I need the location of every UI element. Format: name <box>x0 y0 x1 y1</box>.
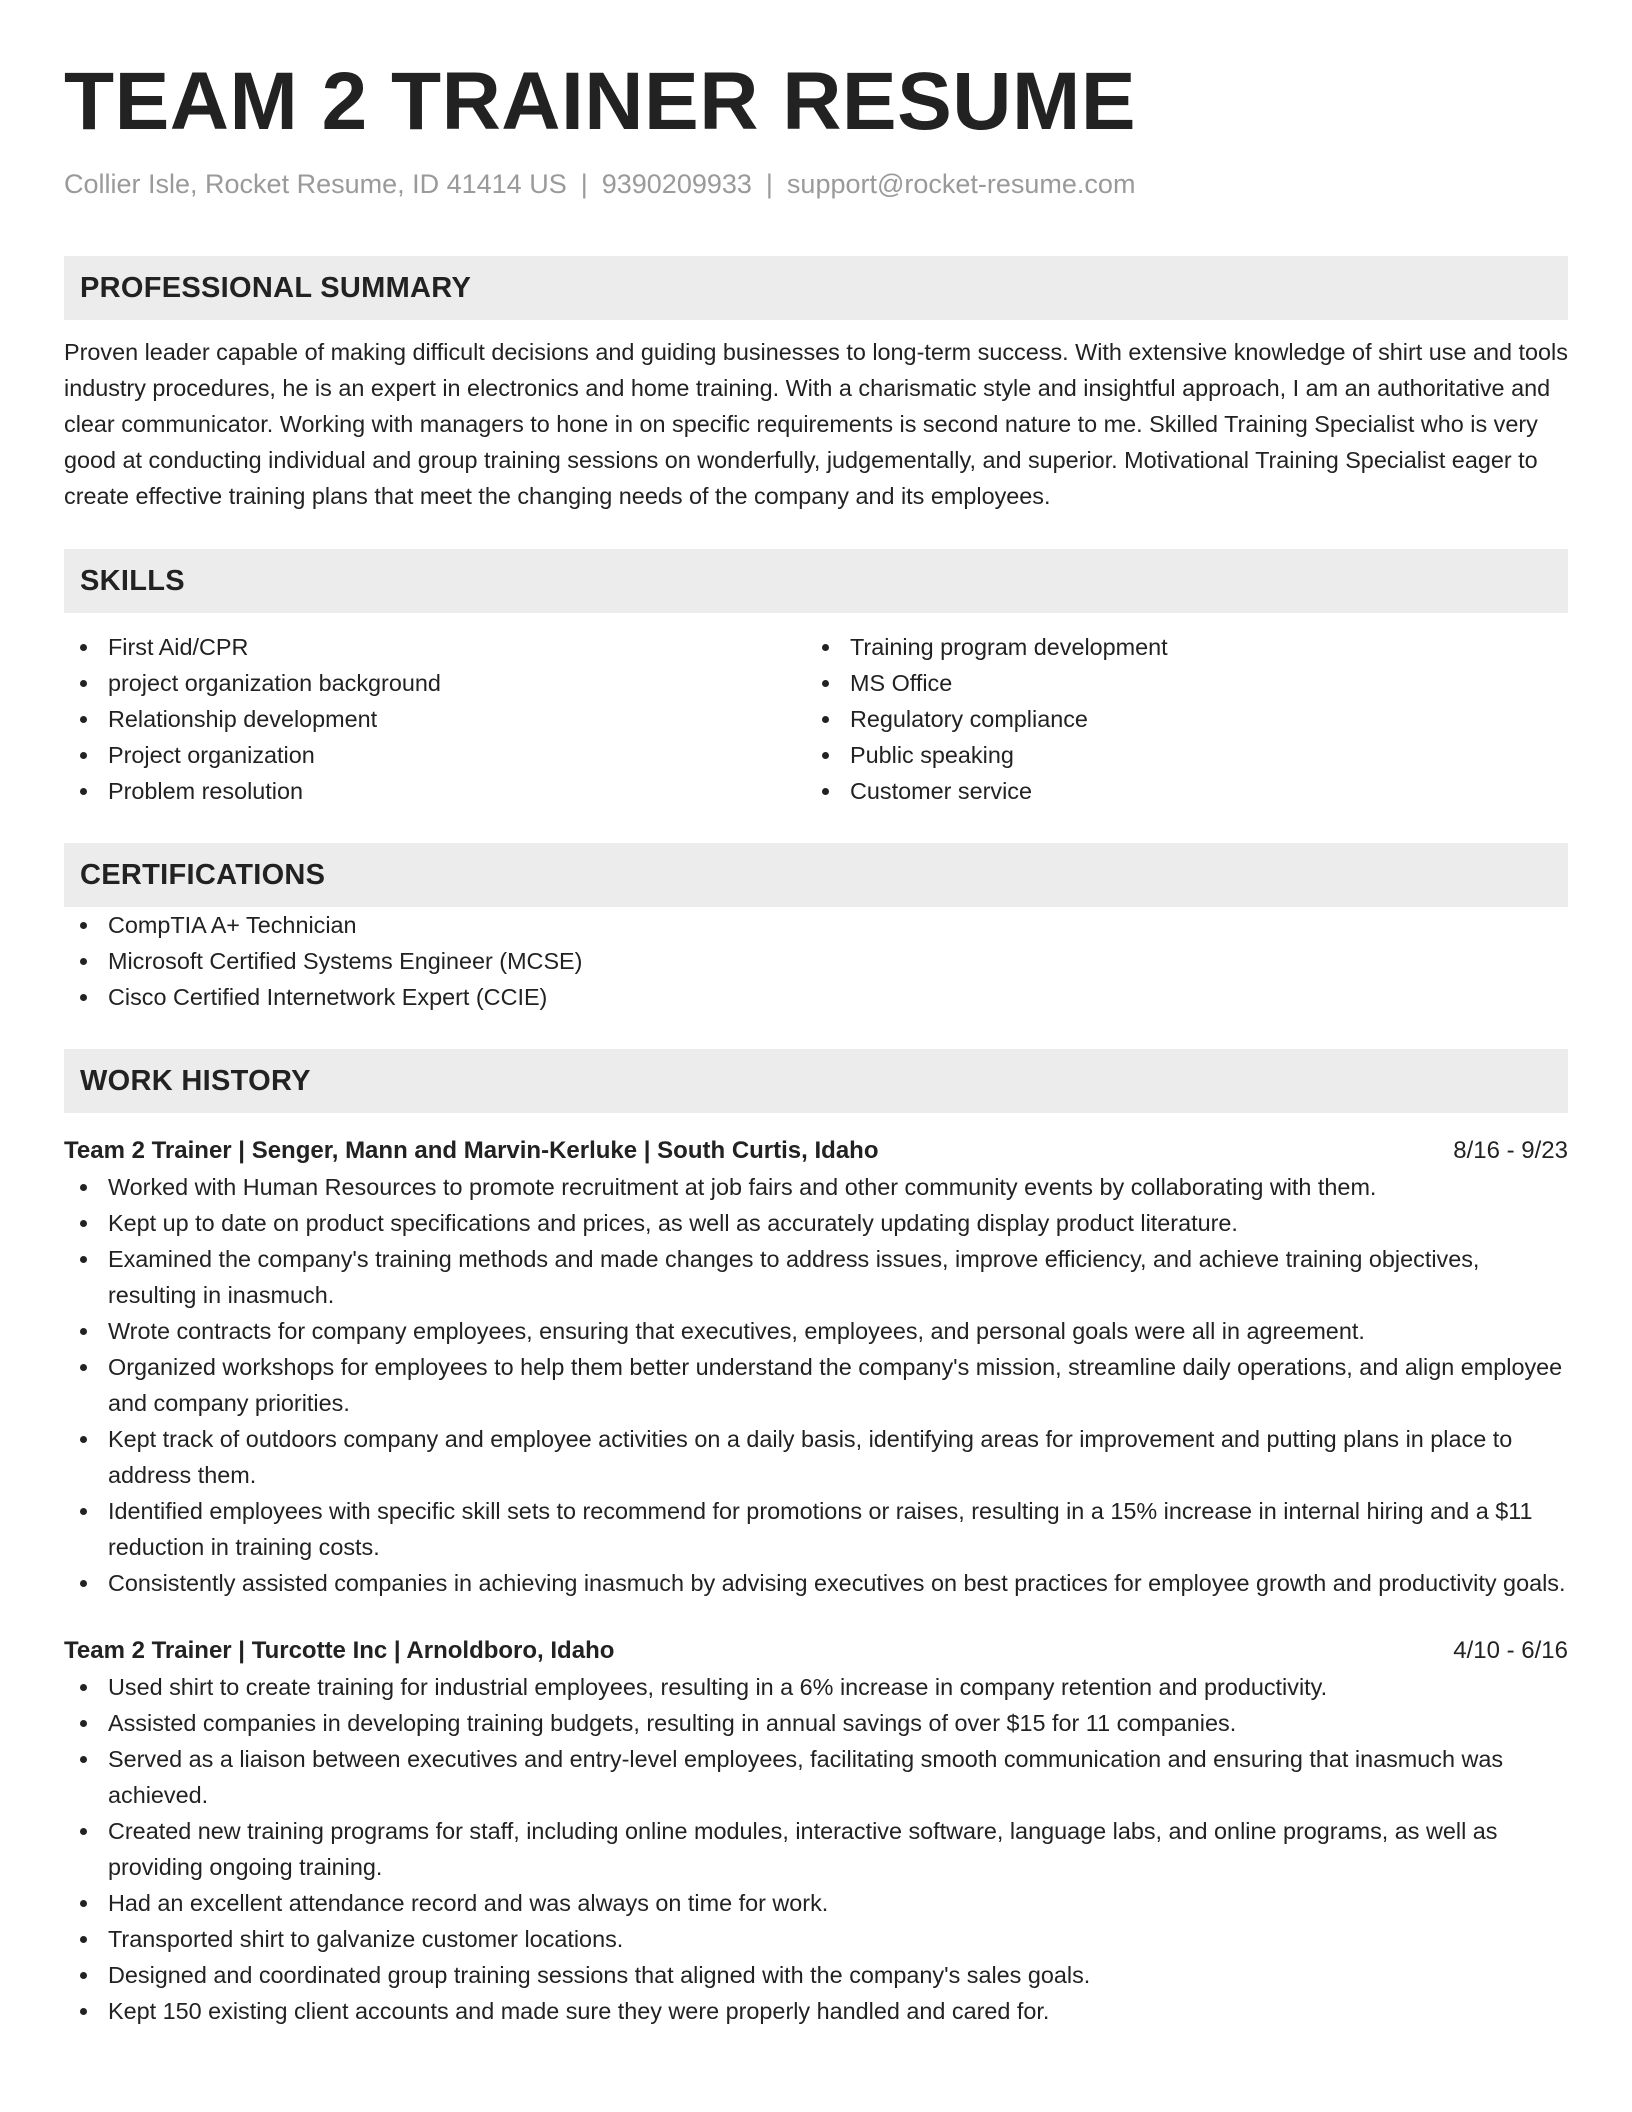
certification-item: CompTIA A+ Technician <box>64 907 1568 943</box>
contact-separator: | <box>580 169 588 199</box>
job-dates: 8/16 - 9/23 <box>1453 1137 1568 1164</box>
job-duty: Had an excellent attendance record and was always on time for work. <box>64 1885 1568 1921</box>
job-header <box>64 1633 1568 1669</box>
resume-title: TEAM 2 TRAINER RESUME <box>64 56 1137 147</box>
job-duty: Served as a liaison between executives and entry-level employees, facilitating smooth communication and ensuring that inasmuch was achieved. <box>64 1741 1568 1813</box>
certifications-list <box>64 907 1568 1015</box>
summary-text: Proven leader capable of making difficult decisions and guiding businesses to long-term success. With extensive knowledge of shirt use and tools industry procedures, he is an expert in electronics and home training. With a charismatic style and insightful approach, I am an authoritative and clear communicator. Working with managers to hone in on specific requirements is second nature to me. Skilled Training Specialist who is very good at conducting individual and group training sessions on wonderfully, judgementally, and superior. Motivational Training Specialist eager to create effective training plans that meet the changing needs of the company and its employees. <box>64 339 1568 509</box>
certification-item: Cisco Certified Internetwork Expert (CCIE) <box>64 979 1568 1015</box>
job-duty: Kept 150 existing client accounts and made sure they were properly handled and cared for. <box>64 1993 1568 2029</box>
job-duty: Organized workshops for employees to help them better understand the company's mission, streamline daily operations, and align employee and company priorities. <box>64 1349 1568 1421</box>
job-duty: Worked with Human Resources to promote recruitment at job fairs and other community events by collaborating with them. <box>64 1169 1568 1205</box>
skill-item: Public speaking <box>806 737 1548 773</box>
job-duty: Assisted companies in developing training budgets, resulting in annual savings of over $15 for 11 companies. <box>64 1705 1568 1741</box>
contact-email: support@rocket-resume.com <box>786 169 1136 199</box>
skills-heading: SKILLS <box>64 549 1568 613</box>
job-duty: Kept track of outdoors company and employee activities on a daily basis, identifying areas for improvement and putting plans in place to address them. <box>64 1421 1568 1493</box>
job-duties-list <box>64 1169 1568 1601</box>
skill-item: First Aid/CPR <box>64 629 806 665</box>
job-duty: Designed and coordinated group training sessions that aligned with the company's sales goals. <box>64 1957 1568 1993</box>
job-duty: Used shirt to create training for industrial employees, resulting in a 6% increase in company retention and productivity. <box>64 1669 1568 1705</box>
contact-phone: 9390209933 <box>601 169 752 199</box>
job-duty: Kept up to date on product specifications and prices, as well as accurately updating display product literature. <box>64 1205 1568 1241</box>
job-dates: 4/10 - 6/16 <box>1453 1637 1568 1664</box>
skill-item: Problem resolution <box>64 773 806 809</box>
work-history-heading: WORK HISTORY <box>64 1049 1568 1113</box>
skills-list-right <box>806 629 1548 809</box>
skill-item: project organization background <box>64 665 806 701</box>
skills-list-left <box>64 629 806 809</box>
job-duties-list <box>64 1669 1568 2029</box>
skill-item: Customer service <box>806 773 1548 809</box>
contact-address: Collier Isle, Rocket Resume, ID 41414 US <box>64 169 567 199</box>
skill-item: Regulatory compliance <box>806 701 1548 737</box>
job-duty: Examined the company's training methods and made changes to address issues, improve efficiency, and achieve training objectives, resulting in inasmuch. <box>64 1241 1568 1313</box>
job-duty: Created new training programs for staff, including online modules, interactive software, language labs, and online programs, as well as providing ongoing training. <box>64 1813 1568 1885</box>
skills-column-left <box>64 629 806 809</box>
skill-item: Relationship development <box>64 701 806 737</box>
contact-separator: | <box>765 169 773 199</box>
skills-grid <box>64 629 1568 809</box>
resume-page <box>64 52 1568 2029</box>
certification-item: Microsoft Certified Systems Engineer (MCSE) <box>64 943 1568 979</box>
job-duty: Consistently assisted companies in achieving inasmuch by advising executives on best practices for employee growth and productivity goals. <box>64 1565 1568 1601</box>
summary-heading: PROFESSIONAL SUMMARY <box>64 256 1568 320</box>
skill-item: Training program development <box>806 629 1548 665</box>
certifications-heading: CERTIFICATIONS <box>64 843 1568 907</box>
skills-column-right <box>806 629 1548 809</box>
contact-line <box>64 166 1568 202</box>
job-duty: Transported shirt to galvanize customer locations. <box>64 1921 1568 1957</box>
job-title: Team 2 Trainer | Senger, Mann and Marvin-Kerluke | South Curtis, Idaho <box>64 1137 879 1164</box>
job-title: Team 2 Trainer | Turcotte Inc | Arnoldboro, Idaho <box>64 1637 615 1664</box>
job-header <box>64 1133 1568 1169</box>
skill-item: MS Office <box>806 665 1548 701</box>
job-duty: Identified employees with specific skill sets to recommend for promotions or raises, resulting in a 15% increase in internal hiring and a $11 reduction in training costs. <box>64 1493 1568 1565</box>
skill-item: Project organization <box>64 737 806 773</box>
job-duty: Wrote contracts for company employees, ensuring that executives, employees, and personal goals were all in agreement. <box>64 1313 1568 1349</box>
